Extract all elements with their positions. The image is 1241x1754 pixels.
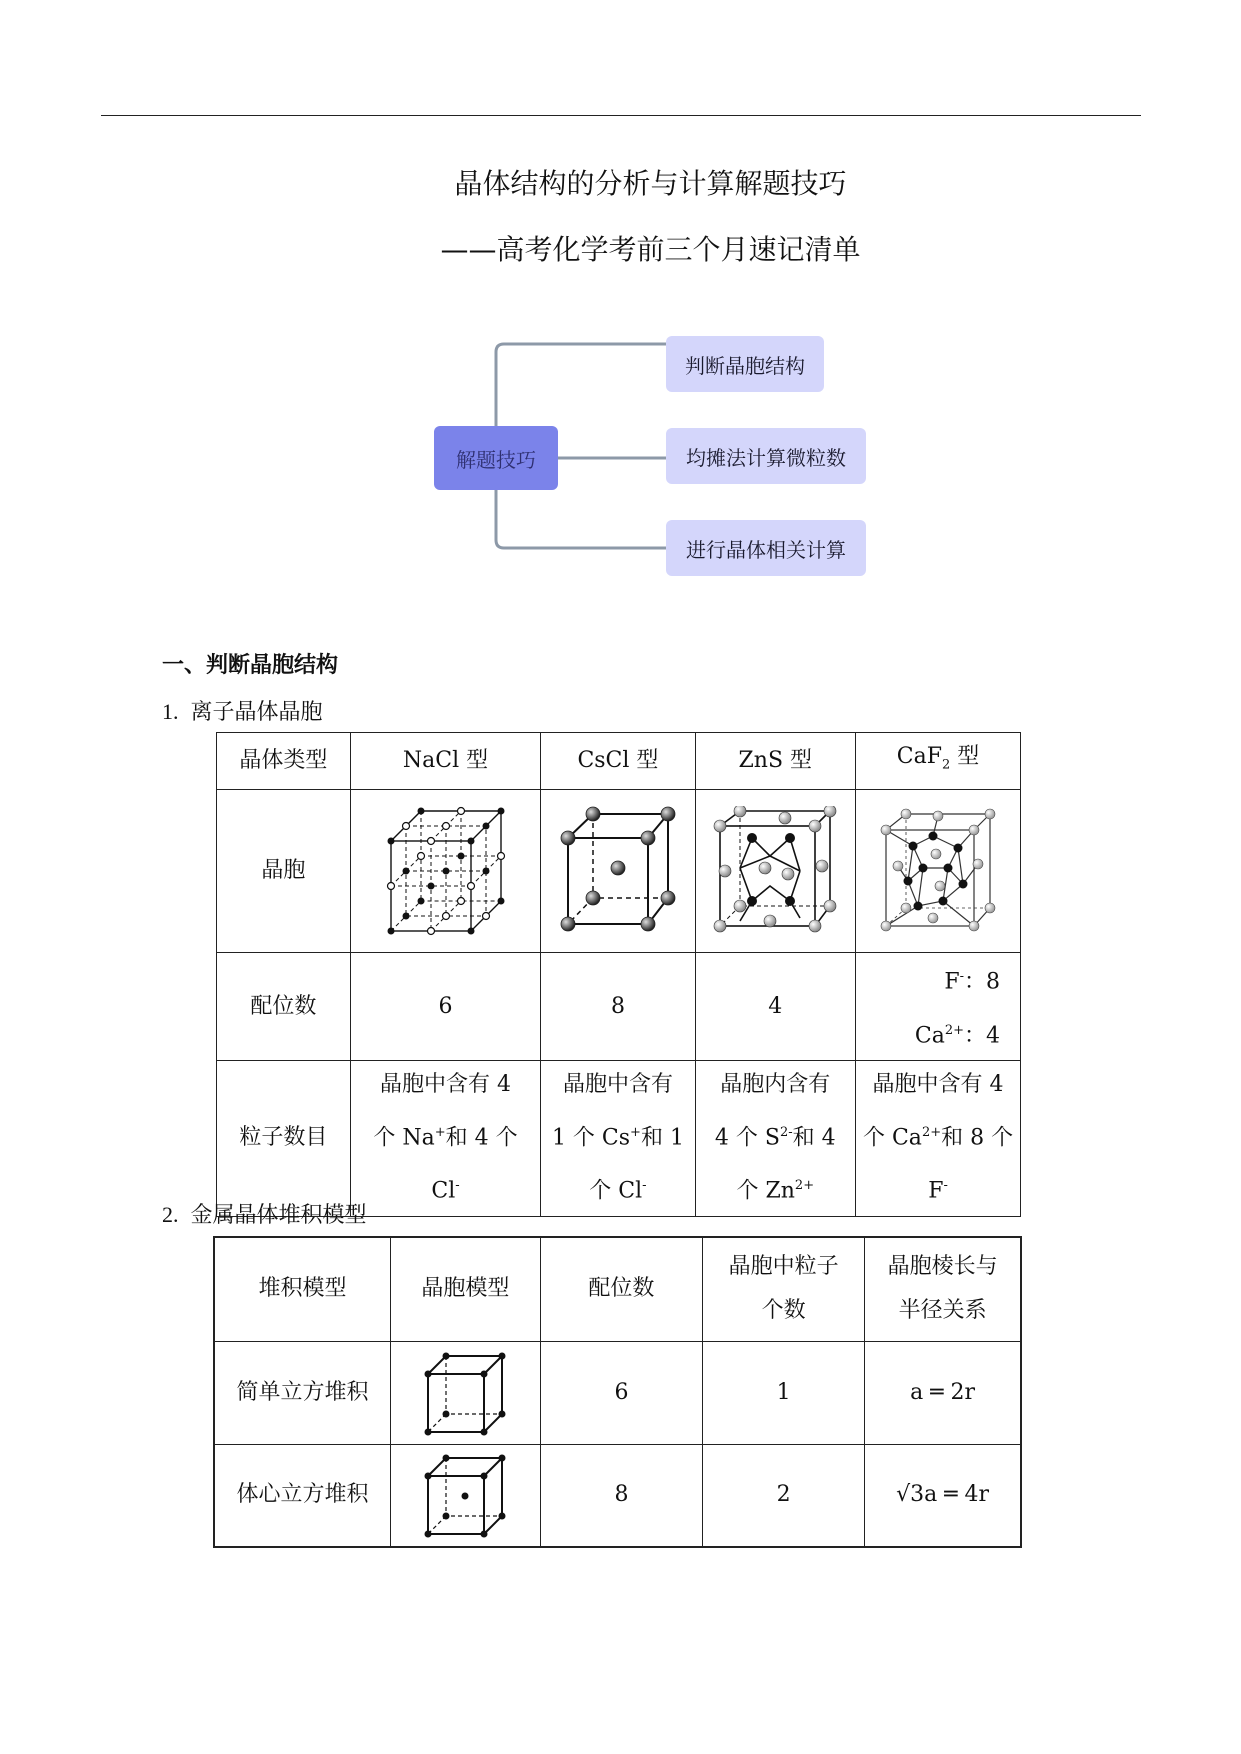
bcc-coordination: 8 xyxy=(540,1444,702,1547)
header-stacking-model: 堆积模型 xyxy=(214,1237,390,1341)
mind-map xyxy=(430,330,890,590)
bcc-image xyxy=(420,1450,510,1540)
simple-cubic-image xyxy=(420,1348,510,1438)
caf2-particle-count xyxy=(856,1061,1021,1217)
metal-heading-number: 2. xyxy=(162,1202,179,1227)
zns-count-line1: 晶胞内含有 xyxy=(720,1072,831,1098)
cscl-count-line1: 晶胞中含有 xyxy=(562,1072,673,1098)
ionic-heading-number: 1. xyxy=(162,699,179,724)
zns-lattice-image xyxy=(710,806,840,936)
caf2-count-line3: F- xyxy=(928,1178,948,1204)
header-crystal-type: 晶体类型 xyxy=(217,733,351,790)
cscl-cell-diagram xyxy=(541,790,695,953)
metal-heading xyxy=(162,1198,367,1229)
simple-cubic-coordination: 6 xyxy=(540,1341,702,1444)
caf2-count-line1: 晶胞中含有 4 xyxy=(872,1072,1004,1098)
nacl-count-line2: 个 Na+和 4 个 xyxy=(373,1125,518,1151)
cscl-lattice-image xyxy=(558,806,678,936)
simple-cubic-relation: a ═ 2r xyxy=(865,1341,1021,1444)
header-zns: ZnS 型 xyxy=(695,733,856,790)
nacl-particle-count xyxy=(350,1061,541,1217)
header-relation-line2: 半径关系 xyxy=(898,1298,987,1324)
nacl-coordination: 6 xyxy=(350,953,541,1061)
header-rule xyxy=(101,115,1141,116)
document-subtitle: ——高考化学考前三个月速记清单 xyxy=(440,233,861,266)
bcc-diagram xyxy=(390,1444,540,1547)
row-label-coordination: 配位数 xyxy=(217,953,351,1061)
document-title: 晶体结构的分析与计算解题技巧 xyxy=(454,167,847,200)
caf2-lattice-image xyxy=(878,806,998,936)
header-particle-count xyxy=(703,1237,865,1341)
zns-count-line3: 个 $Zn^{2+}$ xyxy=(736,1178,815,1204)
cscl-coordination: 8 xyxy=(541,953,695,1061)
zns-particle-count xyxy=(695,1061,856,1217)
simple-cubic-count: 1 xyxy=(703,1341,865,1444)
mind-map-node-structure: 判断晶胞结构 xyxy=(666,336,824,392)
mind-map-root: 解题技巧 xyxy=(434,426,558,490)
header-nacl: NaCl 型 xyxy=(350,733,541,790)
header-particle-count-line2: 个数 xyxy=(761,1298,806,1324)
section-heading: 一、判断晶胞结构 xyxy=(162,653,339,678)
ionic-heading-text: 离子晶体晶胞 xyxy=(190,700,323,725)
nacl-count-line3: Cl- xyxy=(431,1178,460,1204)
header-cell-model: 晶胞模型 xyxy=(390,1237,540,1341)
zns-coordination: 4 xyxy=(695,953,856,1061)
header-relation xyxy=(865,1237,1021,1341)
bcc-label: 体心立方堆积 xyxy=(214,1444,390,1547)
caf2-cell-diagram xyxy=(856,790,1021,953)
header-caf2: CaF$_2$ 型 xyxy=(856,733,1021,790)
nacl-lattice-image xyxy=(381,801,511,941)
mind-map-node-calc: 进行晶体相关计算 xyxy=(666,520,866,576)
caf2-coordination xyxy=(856,953,1021,1061)
nacl-count-line1: 晶胞中含有 4 xyxy=(380,1072,512,1098)
ionic-crystal-table xyxy=(216,732,1021,1217)
metal-stacking-table xyxy=(213,1236,1022,1548)
header-relation-line1: 晶胞棱长与 xyxy=(887,1254,998,1280)
nacl-cell-diagram xyxy=(350,790,541,953)
mind-map-node-count: 均摊法计算微粒数 xyxy=(666,428,866,484)
bcc-count: 2 xyxy=(703,1444,865,1547)
simple-cubic-label: 简单立方堆积 xyxy=(214,1341,390,1444)
caf2-coord-ca: $Ca^{2+}$：4 xyxy=(914,1022,1000,1049)
header-particle-count-line1: 晶胞中粒子 xyxy=(728,1254,839,1280)
zns-cell-diagram xyxy=(695,790,856,953)
zns-count-line2: 4 个 $S^{2-}$和 4 xyxy=(714,1125,836,1151)
row-label-particle-count: 粒子数目 xyxy=(217,1061,351,1217)
header-coordination: 配位数 xyxy=(540,1237,702,1341)
simple-cubic-diagram xyxy=(390,1341,540,1444)
caf2-coord-f: F-：8 xyxy=(944,969,1000,995)
ionic-heading xyxy=(162,695,323,726)
bcc-relation: √3a ═ 4r xyxy=(865,1444,1021,1547)
cscl-count-line2: 1 个 Cs+和 1 xyxy=(551,1125,684,1151)
metal-heading-text: 金属晶体堆积模型 xyxy=(190,1203,367,1228)
cscl-count-line3: 个 Cl- xyxy=(589,1178,647,1204)
header-cscl: CsCl 型 xyxy=(541,733,695,790)
row-label-cell: 晶胞 xyxy=(217,790,351,953)
caf2-count-line2: 个 $Ca^{2+}$和 8 个 xyxy=(862,1125,1014,1151)
cscl-particle-count xyxy=(541,1061,695,1217)
